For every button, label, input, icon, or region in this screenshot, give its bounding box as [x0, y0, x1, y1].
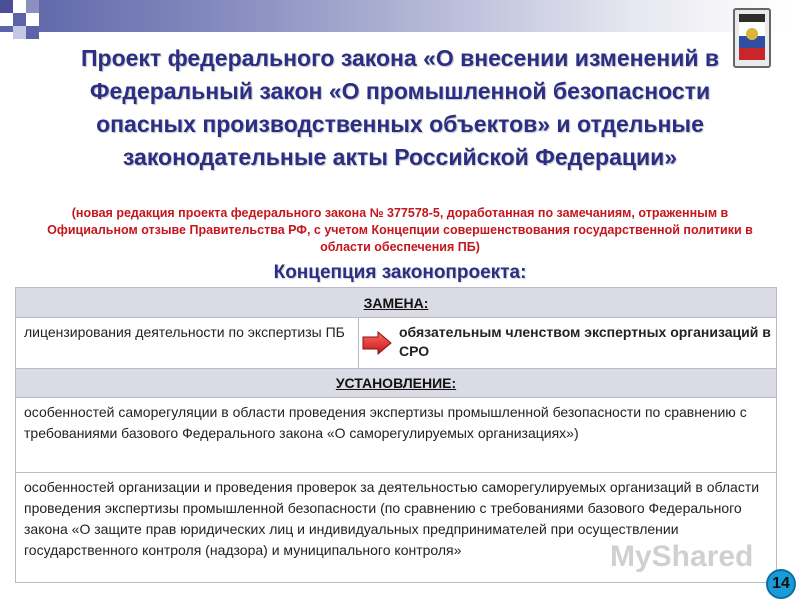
- slide-title: Проект федерального закона «О внесении изменений в Федеральный закон «О промышленной безопасности опасных производственных объектов» и отдельные законодательные акты Российской Федерации»: [80, 45, 719, 170]
- replacement-header: ЗАМЕНА:: [16, 288, 776, 318]
- top-decorative-band: [0, 0, 790, 32]
- slide-subtitle: (новая редакция проекта федерального закона № 377578-5, доработанная по замечаниям, отраженным в Официальном отзыве Правительства РФ, с учетом Концепции совершенствования государственной политики в области обеспечения ПБ): [47, 206, 753, 254]
- corner-squares-decoration: [0, 0, 60, 46]
- establishment-header: УСТАНОВЛЕНИЕ:: [16, 369, 776, 398]
- establishment-item-1: особенностей саморегуляции в области проведения экспертизы промышленной безопасности по сравнению с требованиями базового Федерального закона «О саморегулируемых организациях»): [16, 398, 776, 473]
- replacement-old-text: лицензирования деятельности по экспертизы ПБ: [16, 318, 359, 368]
- establishment-item-2: особенностей организации и проведения проверок за деятельностью саморегулируемых организаций в области проведения экспертизы промышленной безопасности (по сравнению с требованиями базового Федерального закона «О защите прав юридических лиц и индивидуальных предпринимателей при осуществлении государственного контроля (надзора) и муниципального контроля»: [24, 479, 760, 558]
- replacement-row: [16, 318, 776, 369]
- concept-heading: Концепция законопроекта:: [273, 262, 527, 283]
- replacement-new-text: обязательным членством экспертных организаций в СРО: [399, 324, 771, 359]
- right-arrow-icon: [359, 318, 395, 368]
- watermark: MyShared: [610, 540, 754, 573]
- page-number-badge: 14: [766, 569, 796, 599]
